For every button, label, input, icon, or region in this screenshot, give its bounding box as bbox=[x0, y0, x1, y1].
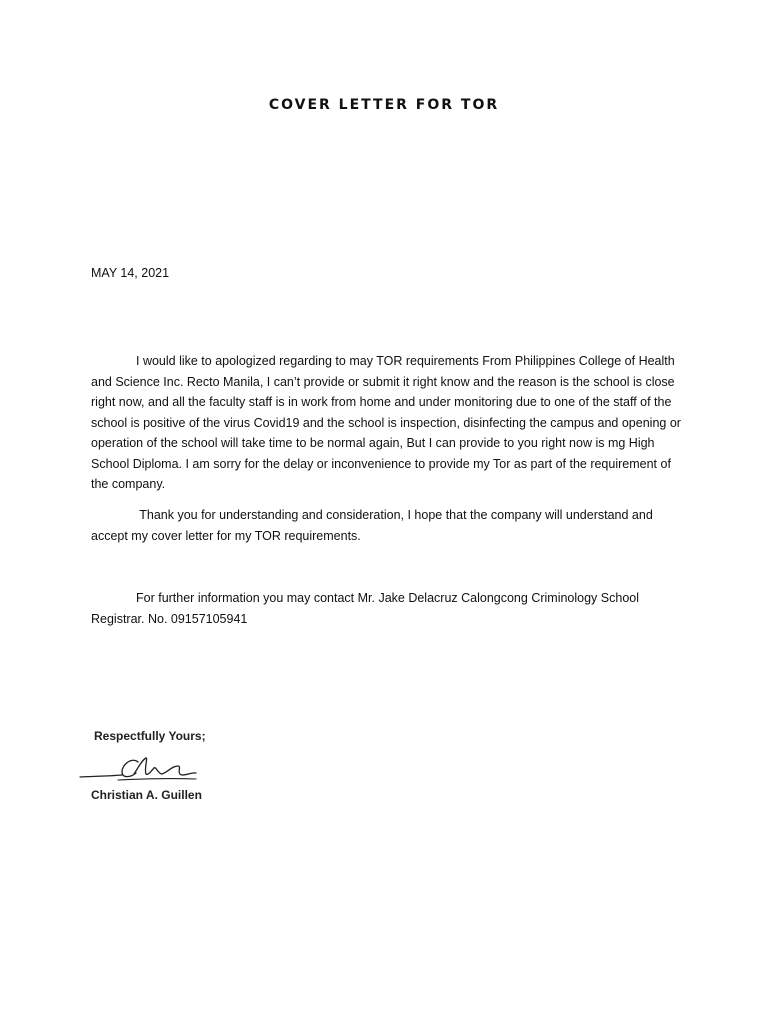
paragraph-apology bbox=[91, 351, 691, 495]
paragraph-apology-text: I would like to apologized regarding to may TOR requirements From Philippines College of Health and Science Inc. Recto Manila, I can’t provide or submit it right know and the reason is the school is close right now, and all the faculty staff is in work from home and under monitoring due to one of the staff of the school is positive of the virus Covid19 and the school is inspection, disinfecting the campus and opening or operation of the school will take time to be normal again, But I can provide to you right now is mg High School Diploma. I am sorry for the delay or inconvenience to provide my Tor as part of the requirement of the company. bbox=[91, 354, 681, 491]
handwritten-signature bbox=[78, 752, 208, 786]
paragraph-thanks bbox=[91, 505, 691, 546]
paragraph-contact-text: For further information you may contact Mr. Jake Delacruz Calongcong Criminology School Registrar. No. 09157105941 bbox=[91, 591, 639, 626]
paragraph-contact bbox=[91, 588, 691, 629]
signer-name: Christian A. Guillen bbox=[91, 788, 202, 802]
letter-date: MAY 14, 2021 bbox=[91, 266, 170, 280]
closing-salutation: Respectfully Yours; bbox=[94, 729, 206, 743]
letter-title: COVER LETTER FOR TOR bbox=[268, 97, 500, 113]
paragraph-thanks-text: Thank you for understanding and consideration, I hope that the company will understand and accept my cover letter for my TOR requirements. bbox=[91, 508, 653, 543]
